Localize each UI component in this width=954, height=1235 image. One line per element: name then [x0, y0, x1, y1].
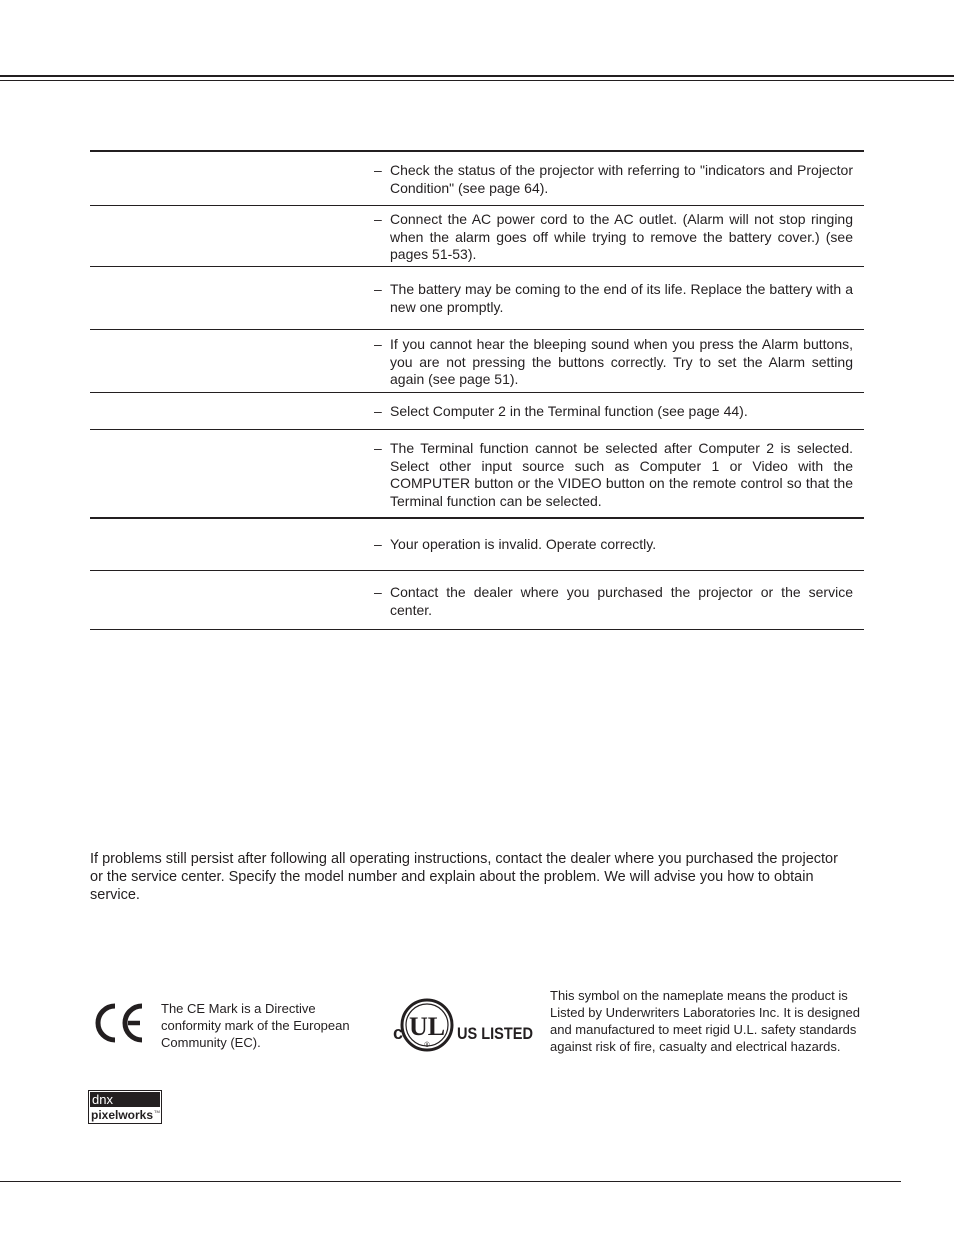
- ce-mark-icon: [94, 1002, 146, 1044]
- dash-bullet: –: [374, 336, 382, 352]
- solution-text: Connect the AC power cord to the AC outlet. (Alarm will not stop ringing when the alarm goes off while trying to remove the battery cover.) (see pages 51-53).: [390, 211, 853, 262]
- dash-bullet: –: [374, 440, 382, 456]
- table-row: [90, 206, 864, 267]
- dash-bullet: –: [374, 211, 382, 227]
- ul-c-label: c: [393, 1023, 404, 1043]
- table-row: [90, 519, 864, 571]
- ul-description: This symbol on the nameplate means the product is Listed by Underwriters Laboratories Inc. It is designed and manufactured to meet rigid U.L. safety standards against risk of fire, casualty and electrical hazards.: [550, 988, 860, 1054]
- solution-cell: [374, 536, 853, 554]
- dash-bullet: –: [374, 403, 382, 419]
- dash-bullet: –: [374, 584, 382, 600]
- problem-cell: [90, 430, 360, 517]
- solution-cell: [374, 584, 853, 619]
- dash-bullet: –: [374, 281, 382, 297]
- solution-cell: [374, 403, 853, 421]
- ul-us-listed-label: US LISTED: [457, 1024, 533, 1043]
- solution-text: The battery may be coming to the end of its life. Replace the battery with a new one promptly.: [390, 281, 853, 315]
- problem-cell: [90, 571, 360, 629]
- persist-paragraph: If problems still persist after following all operating instructions, contact the dealer where you purchased the projector or the service center. Specify the model number and explain about the problem. We will advise you how to obtain service.: [90, 851, 838, 903]
- trademark-label: TM: [154, 1109, 160, 1114]
- table-row: [90, 430, 864, 519]
- solution-cell: [374, 440, 853, 510]
- solution-text: Contact the dealer where you purchased the projector or the service center.: [390, 584, 853, 618]
- problem-cell: [90, 519, 360, 570]
- dnx-pixelworks-logo: [88, 1090, 162, 1124]
- ul-registered: ®: [424, 1042, 430, 1049]
- dash-bullet: –: [374, 536, 382, 552]
- dash-bullet: –: [374, 162, 382, 178]
- problem-cell: [90, 206, 360, 266]
- solution-text: The Terminal function cannot be selected after Computer 2 is selected. Select other input source such as Computer 1 or Video with the COMPUTER button or the VIDEO button on the remote control so that the Terminal function can be selected.: [390, 440, 853, 509]
- solution-text: Your operation is invalid. Operate correctly.: [390, 536, 657, 552]
- problem-cell: [90, 330, 360, 392]
- solution-text: If you cannot hear the bleeping sound when you press the Alarm buttons, you are not pressing the buttons correctly. Try to set the Alarm setting again (see page 51).: [390, 336, 853, 387]
- dnx-label: dnx: [92, 1092, 113, 1107]
- ce-mark-description: The CE Mark is a Directive conformity mark of the European Community (EC).: [161, 1001, 350, 1050]
- table-row: [90, 267, 864, 330]
- problem-cell: [90, 152, 360, 205]
- header-rule-thick: [0, 75, 954, 77]
- solution-cell: [374, 211, 853, 264]
- solution-text: Check the status of the projector with referring to "indicators and Projector Condition" (see page 64).: [390, 162, 853, 196]
- header-rule-thin: [0, 80, 954, 81]
- solution-cell: [374, 336, 853, 389]
- pixelworks-label: pixelworks: [91, 1110, 153, 1122]
- ul-letters: UL: [408, 1012, 446, 1041]
- table-row: [90, 571, 864, 630]
- footer-rule: [0, 1181, 901, 1182]
- problem-cell: [90, 393, 360, 429]
- solution-cell: [374, 162, 853, 197]
- solution-cell: [374, 281, 853, 316]
- problem-cell: [90, 267, 360, 329]
- table-row: [90, 152, 864, 206]
- ul-listed-icon: [390, 996, 536, 1054]
- solution-text: Select Computer 2 in the Terminal function (see page 44).: [390, 403, 748, 419]
- table-row: [90, 393, 864, 430]
- table-row: [90, 330, 864, 393]
